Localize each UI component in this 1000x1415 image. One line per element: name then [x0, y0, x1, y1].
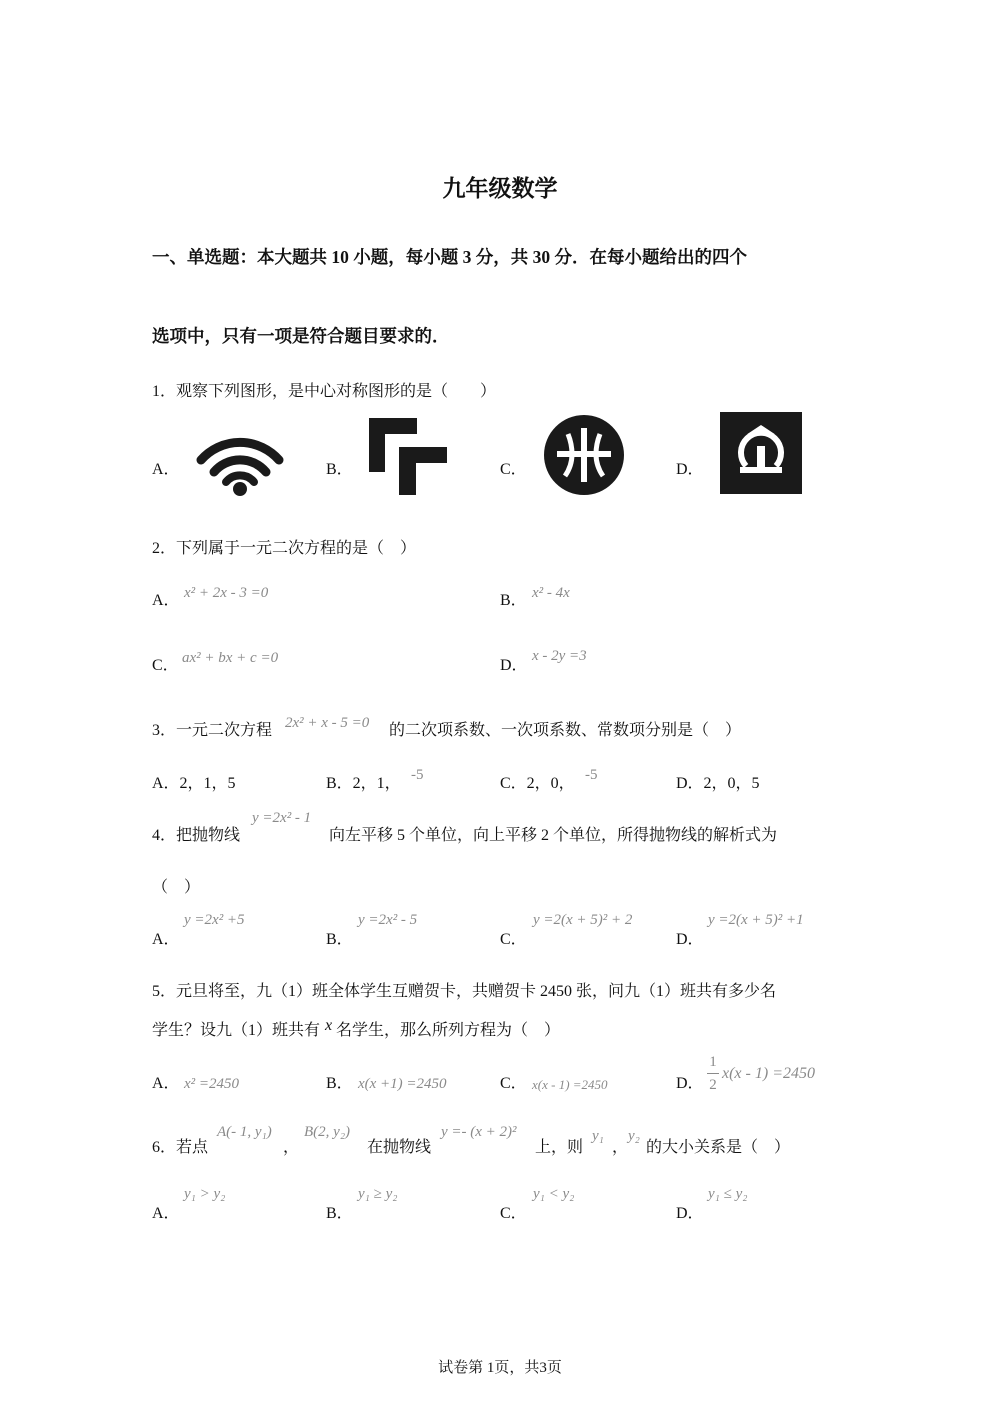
q4-stem-pre: 4．把抛物线 [152, 827, 241, 844]
q1-option-a-label: A． [152, 461, 180, 478]
corner-blocks-icon [369, 418, 449, 496]
q1-option-c-label: C． [500, 461, 527, 478]
q5-option-d-frac-den: 2 [709, 1077, 717, 1093]
q3-stem-pre: 3．一元二次方程 [152, 722, 273, 739]
q4-option-a: y =2x² +5 [184, 912, 245, 928]
q1-option-b-label: B． [326, 461, 353, 478]
wifi-icon [195, 424, 285, 496]
q6-stem-mid: 在抛物线 [367, 1139, 432, 1156]
metro-logo-icon [543, 414, 625, 496]
q5-stem-line2-pre: 学生？设九（1）班共有 [152, 1022, 321, 1039]
q2-option-c-label: C． [152, 657, 179, 674]
q6-y1: y₁ [592, 1128, 604, 1144]
q5-option-a-label: A． [152, 1075, 180, 1092]
q5-option-d-label: D． [676, 1075, 704, 1092]
q2-option-a-label: A． [152, 592, 180, 609]
railway-logo-icon [720, 412, 802, 494]
q6-point-a: A(- 1, y₁) [217, 1124, 272, 1140]
q5-variable: x [325, 1017, 333, 1034]
q6-y2: y₂ [628, 1128, 640, 1144]
q5-option-d-frac-num: 1 [709, 1054, 717, 1070]
q6-option-b: y₁ ≥ y₂ [358, 1186, 398, 1202]
q3-option-d: D．2，0，5 [676, 775, 760, 792]
q3-option-a: A．2，1，5 [152, 775, 236, 792]
q5-option-c: x(x - 1) =2450 [532, 1077, 608, 1092]
q4-option-c: y =2(x + 5)² + 2 [533, 912, 633, 928]
page-title: 九年级数学 [442, 176, 558, 201]
section-heading-line1: 一、单选题：本大题共 10 小题，每小题 3 分，共 30 分．在每小题给出的四个 [152, 247, 747, 267]
q3-stem-math: 2x² + x - 5 =0 [285, 715, 370, 731]
q2-option-c: ax² + bx + c =0 [182, 650, 279, 666]
page-footer: 试卷第 1页，共3页 [438, 1360, 562, 1376]
q6-comma-2: ， [612, 1139, 629, 1156]
q6-option-c: y₁ < y₂ [533, 1186, 575, 1202]
q2-option-a: x² + 2x - 3 =0 [184, 585, 269, 601]
q3-option-b-math: -5 [411, 767, 424, 783]
q3-stem-post: 的二次项系数、一次项系数、常数项分别是（ ） [389, 722, 742, 739]
q6-option-d-label: D． [676, 1205, 704, 1222]
q5-option-b-label: B． [326, 1075, 353, 1092]
q2-option-b-label: B． [500, 592, 527, 609]
section-heading-line2: 选项中，只有一项是符合题目要求的． [152, 326, 450, 346]
q4-option-d-label: D． [676, 931, 704, 948]
q5-stem-line2-post: 名学生，那么所列方程为（ ） [336, 1022, 561, 1039]
q4-stem-post: 向左平移 5 个单位，向上平移 2 个单位，所得抛物线的解析式为 [329, 827, 778, 844]
q4-stem-line2: （ ） [152, 879, 201, 896]
q5-option-d-frac-bar [707, 1073, 719, 1074]
q6-parabola: y =- (x + 2)² [441, 1124, 517, 1140]
q6-stem-post2: 的大小关系是（ ） [646, 1139, 791, 1156]
q3-option-c-math: -5 [585, 767, 598, 783]
q5-option-c-label: C． [500, 1075, 527, 1092]
q2-stem: 2．下列属于一元二次方程的是（ ） [152, 540, 417, 557]
q6-stem-pre: 6．若点 [152, 1139, 209, 1156]
q4-option-a-label: A． [152, 931, 180, 948]
q1-stem: 1．观察下列图形，是中心对称图形的是（ ） [152, 383, 497, 400]
q6-option-a: y₁ > y₂ [184, 1186, 226, 1202]
q2-option-d-label: D． [500, 657, 528, 674]
q6-point-b: B(2, y₂) [304, 1124, 351, 1140]
q5-option-b: x(x +1) =2450 [358, 1076, 447, 1092]
q5-stem-line1: 5．元旦将至，九（1）班全体学生互赠贺卡，共赠贺卡 2450 张，问九（1）班共有多少名 [152, 983, 777, 1000]
q6-option-b-label: B． [326, 1205, 353, 1222]
q1-option-d-label: D． [676, 461, 704, 478]
q6-option-a-label: A． [152, 1205, 180, 1222]
q3-option-c: C．2，0， [500, 775, 575, 792]
q4-option-b-label: B． [326, 931, 353, 948]
q2-option-b: x² - 4x [532, 585, 570, 601]
q6-option-d: y₁ ≤ y₂ [708, 1186, 748, 1202]
q4-stem-math: y =2x² - 1 [252, 810, 312, 826]
q6-comma-1: ， [283, 1139, 300, 1156]
q6-stem-post1: 上，则 [535, 1139, 584, 1156]
q4-option-b: y =2x² - 5 [358, 912, 418, 928]
q4-option-c-label: C． [500, 931, 527, 948]
q6-option-c-label: C． [500, 1205, 527, 1222]
q5-option-a: x² =2450 [184, 1076, 240, 1092]
q4-option-d: y =2(x + 5)² +1 [708, 912, 804, 928]
q2-option-d: x - 2y =3 [532, 648, 587, 664]
q3-option-b: B．2，1， [326, 775, 401, 792]
q5-option-d: x(x - 1) =2450 [722, 1065, 815, 1082]
